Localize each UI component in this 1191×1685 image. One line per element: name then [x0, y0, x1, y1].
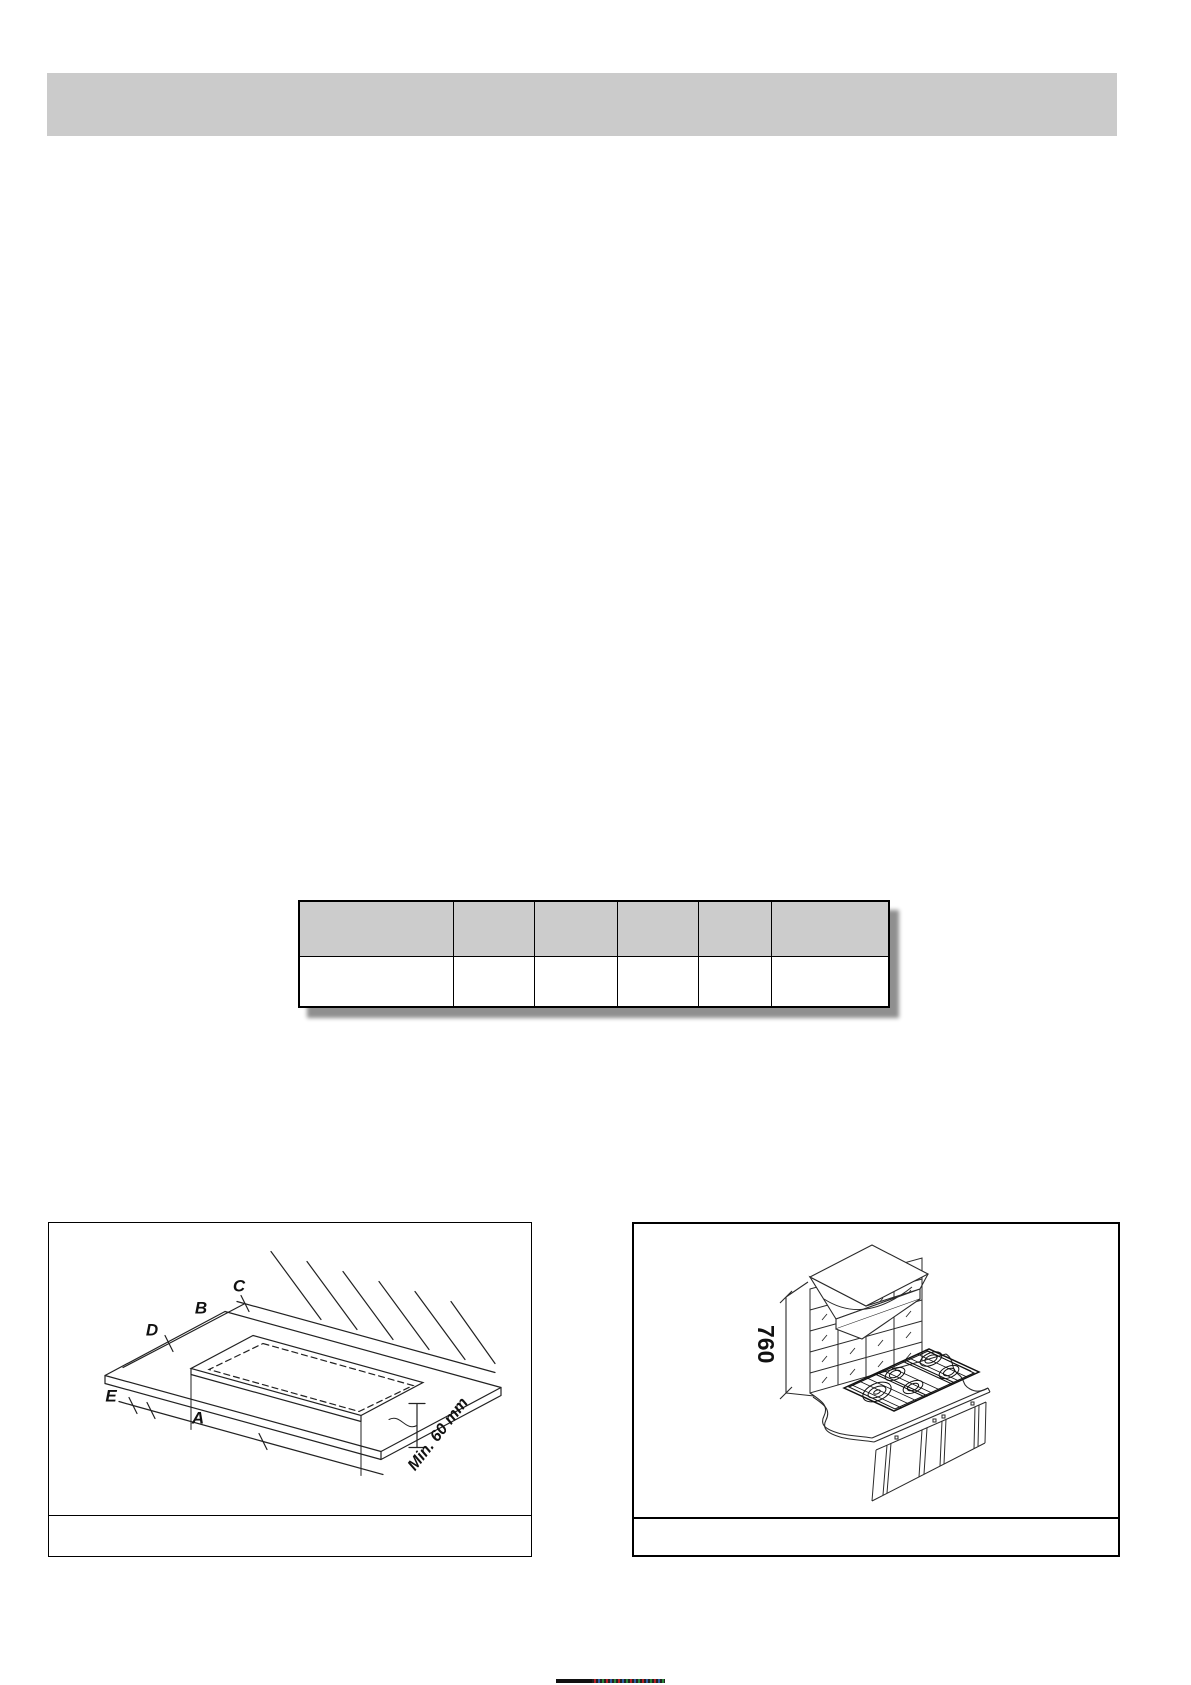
dim-line-b — [123, 1304, 245, 1368]
dim-line-a — [119, 1402, 383, 1475]
table-header-cell — [453, 901, 534, 957]
door-knob — [971, 1402, 974, 1405]
worktop-left-edge — [105, 1312, 225, 1376]
worktop-torn-left-edge2 — [813, 1397, 874, 1442]
cabinet-top-rail — [876, 1402, 986, 1450]
dim-leader-squiggle — [389, 1418, 417, 1426]
dim-label-e: E — [105, 1386, 117, 1406]
cutout-rim — [191, 1336, 423, 1416]
table-header-cell — [534, 901, 617, 957]
table-body-cell — [299, 957, 453, 1008]
table-body-row — [299, 957, 889, 1008]
wall-base-line — [237, 1302, 495, 1373]
worktop-front-edge — [872, 1388, 990, 1442]
cutout-diagram — [49, 1223, 529, 1515]
figure-hood-clearance-box — [632, 1222, 1120, 1557]
table-body-cell — [771, 957, 889, 1008]
dim-label-a: A — [191, 1408, 205, 1428]
table-body-cell — [534, 957, 617, 1008]
door-knob — [895, 1436, 898, 1439]
spec-table-wrap — [298, 900, 890, 1008]
table-header-cell — [771, 901, 889, 957]
table-body-cell — [698, 957, 771, 1008]
print-registration-bar — [556, 1679, 592, 1683]
spec-table — [298, 900, 890, 1008]
table-body-cell — [453, 957, 534, 1008]
title-band — [47, 73, 1117, 136]
figure-caption — [49, 1515, 531, 1556]
table-header-cell — [617, 901, 698, 957]
worktop-back-edge — [225, 1312, 501, 1388]
figure-cutout-box — [48, 1222, 532, 1557]
dim-label-b: B — [194, 1298, 208, 1318]
extension-lines — [191, 1375, 361, 1476]
print-registration-color-dashes — [592, 1679, 665, 1683]
table-header-cell — [698, 901, 771, 957]
worktop-front-edge — [105, 1376, 381, 1460]
table-header-cell — [299, 901, 453, 957]
cutout-depth-edges — [191, 1369, 361, 1422]
worktop-torn-left-edge — [810, 1393, 872, 1438]
dim-line-760 — [780, 1282, 814, 1399]
door-knob — [933, 1419, 936, 1422]
table-header-row — [299, 901, 889, 957]
cabinet-door-joints — [883, 1405, 979, 1495]
base-cabinet — [872, 1402, 986, 1501]
dim-label-d: D — [145, 1320, 159, 1340]
door-knob — [942, 1415, 945, 1418]
figure-caption — [634, 1517, 1118, 1555]
dim-label-min-clearance: Min. 60 mm — [404, 1394, 472, 1474]
table-body-cell — [617, 957, 698, 1008]
dim-label-hood-height: 760 — [753, 1325, 779, 1364]
dim-label-c: C — [232, 1276, 246, 1296]
wall-hatching — [271, 1252, 495, 1364]
hood-clearance-diagram — [634, 1224, 1114, 1517]
